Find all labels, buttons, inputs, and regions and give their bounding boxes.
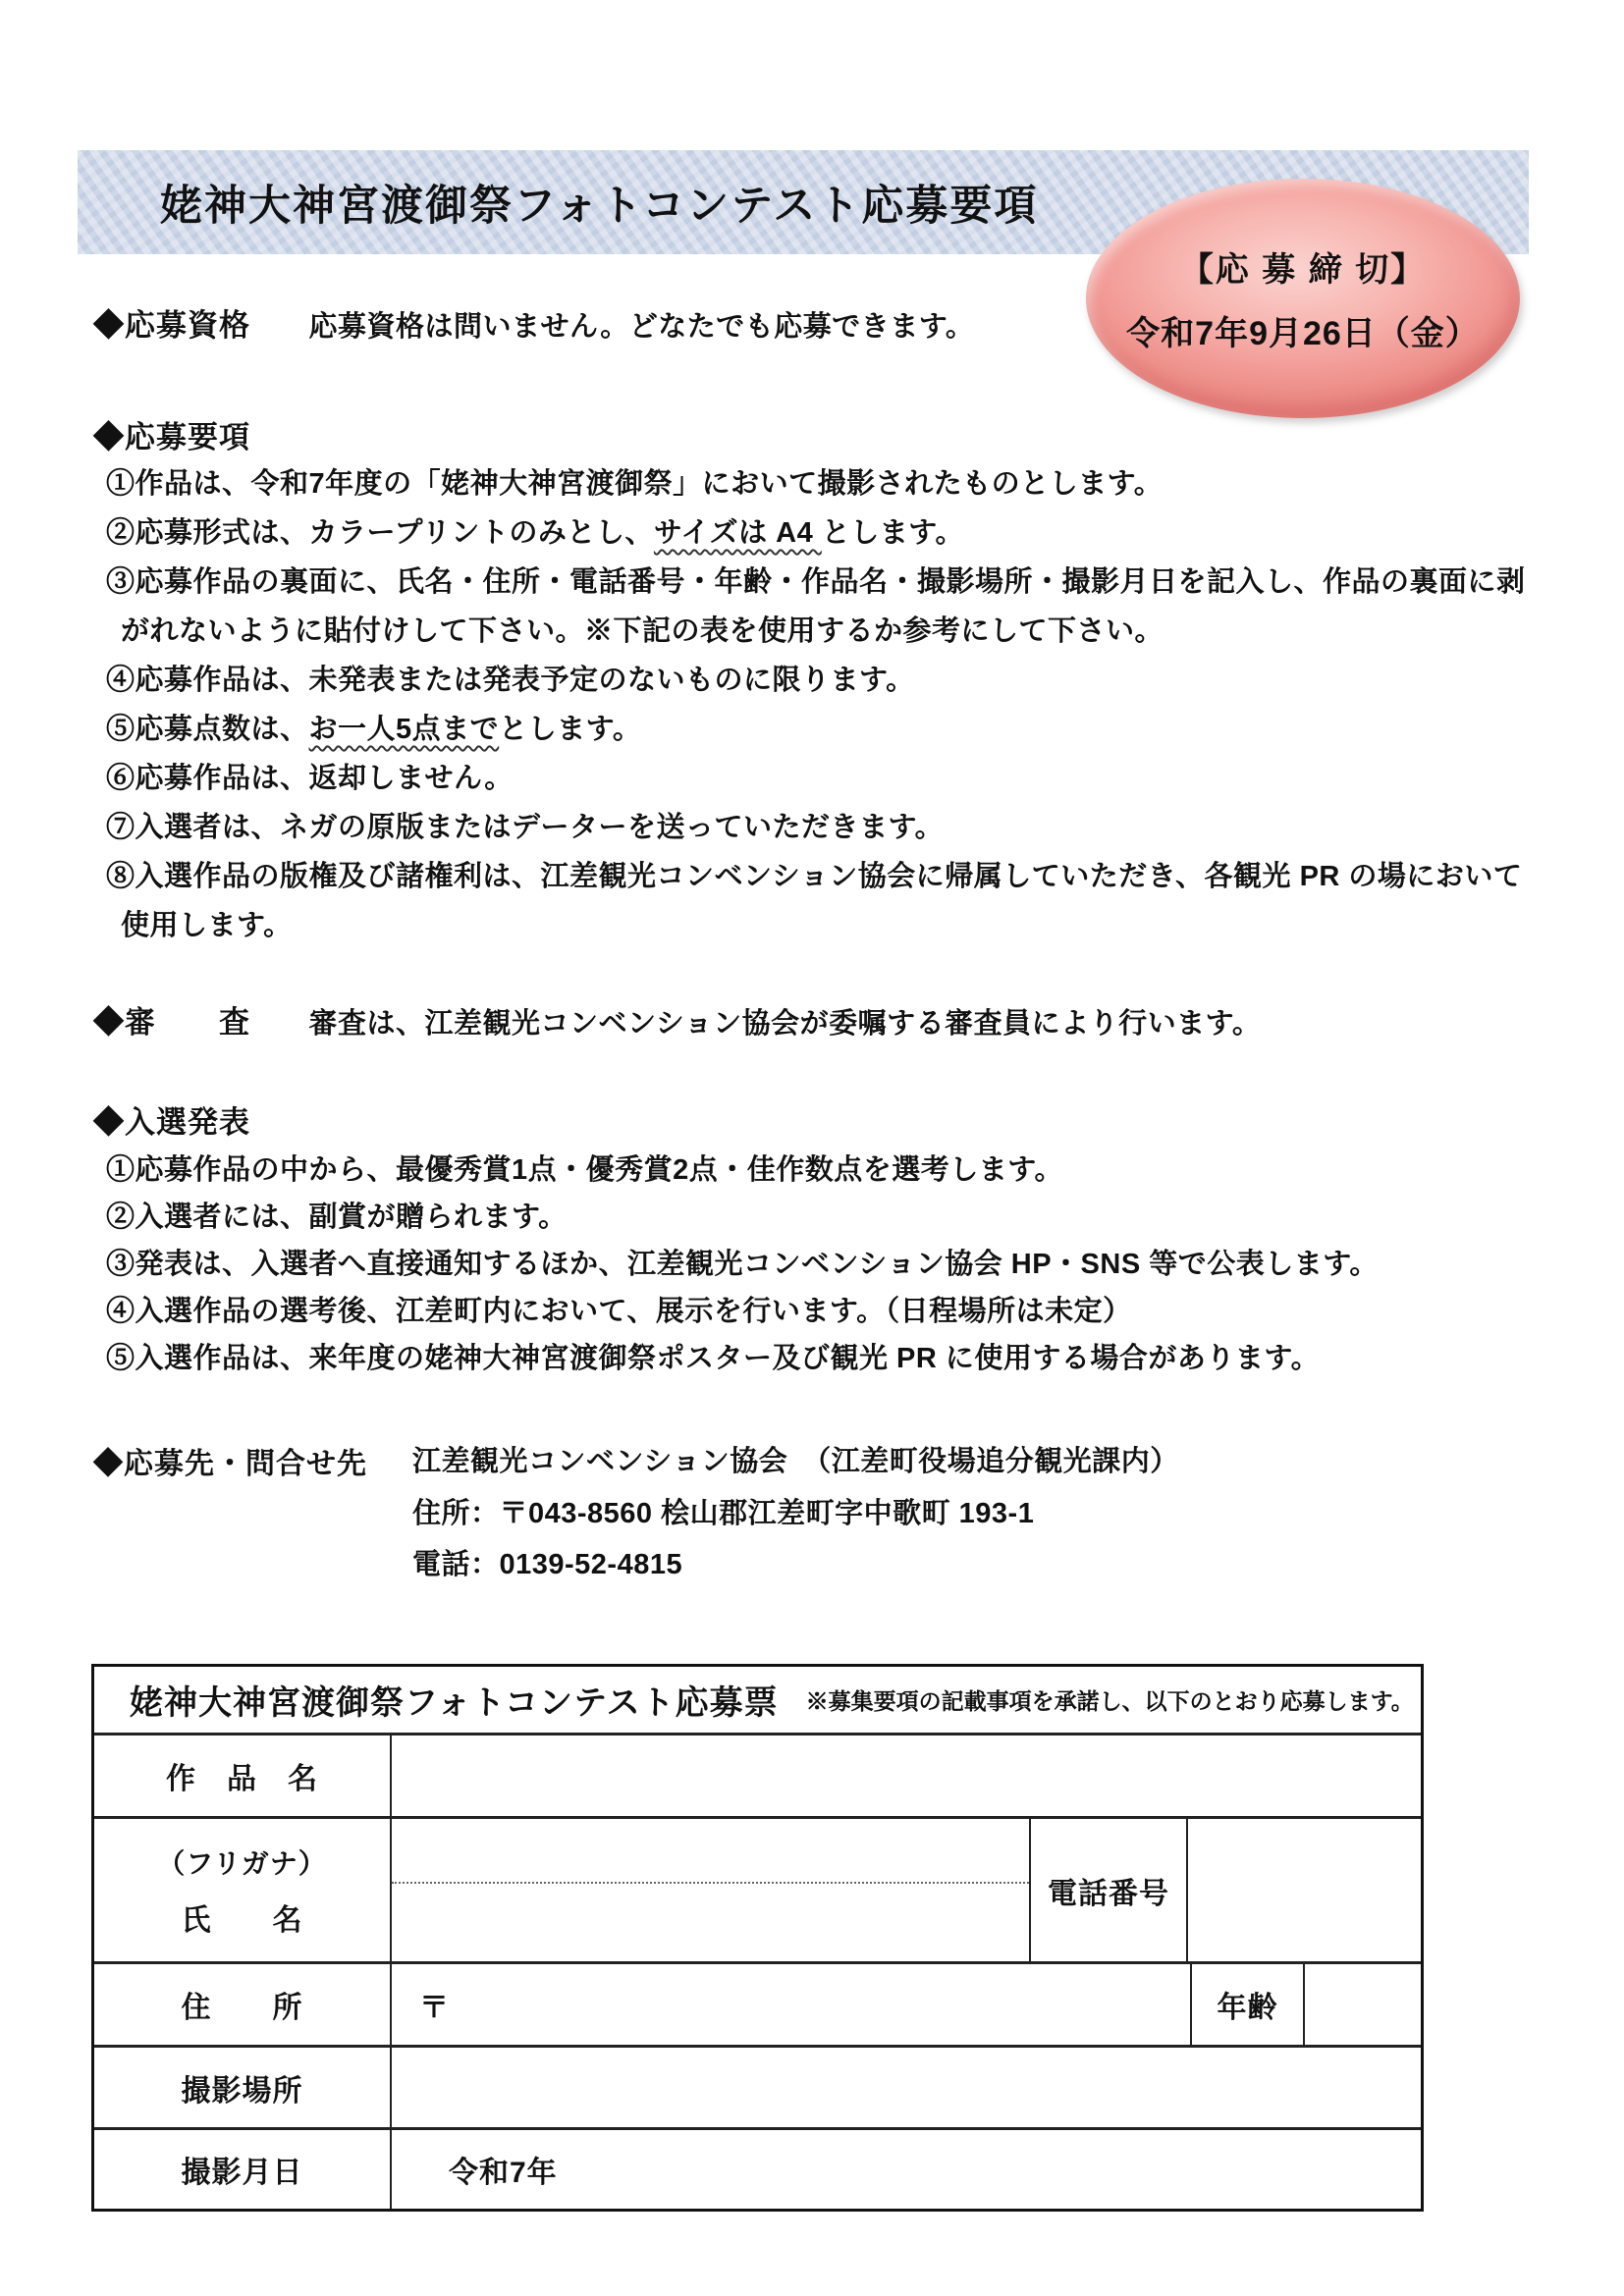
form-row-shoot-date [94, 2127, 1421, 2209]
section-qualification [93, 300, 974, 345]
list-item: ⑥応募作品は、返却しません。 [106, 763, 514, 794]
shoot-date-input[interactable] [392, 2130, 1421, 2209]
form-header-row [94, 1667, 1421, 1733]
work-title-label: 作 品 名 [94, 1735, 392, 1816]
form-row-name [94, 1816, 1421, 1961]
requirements-list [106, 459, 1544, 950]
name-input[interactable] [392, 1819, 1031, 1961]
form-row-work-title [94, 1733, 1421, 1816]
qualification-heading: ◆応募資格 [93, 308, 250, 343]
list-item [106, 705, 1544, 754]
announcement-list [106, 1147, 1544, 1382]
contact-phone: 電話：0139-52-4815 [412, 1549, 683, 1580]
item-text-wavy-underline: お一人5点まで [308, 714, 500, 745]
address-label: 住 所 [94, 1964, 392, 2045]
shoot-date-prefill: 令和7年 [449, 2157, 558, 2189]
name-label [94, 1819, 392, 1961]
list-item: ⑧入選作品の版権及び諸権利は、江差観光コンベンション協会に帰属していただき、各観光 PR の場において使用します。 [106, 861, 1523, 941]
deadline-label: 【応 募 締 切】 [1179, 251, 1427, 289]
contact-organization: 江差観光コンベンション協会 （江差町役場追分観光課内） [412, 1446, 1179, 1477]
list-item: ①応募作品の中から、最優秀賞1点・優秀賞2点・佳作数点を選考します。 [106, 1154, 1063, 1186]
contact-address: 住所：〒043-8560 桧山郡江差町字中歌町 193-1 [412, 1498, 1035, 1529]
qualification-text: 応募資格は問いません。どなたでも応募できます。 [308, 311, 975, 343]
list-item: ④応募作品は、未発表または発表予定のないものに限ります。 [106, 665, 915, 696]
document-title: 姥神大神宮渡御祭フォトコンテスト応募要項 [160, 182, 1039, 230]
section-examination [93, 997, 1261, 1041]
form-row-location [94, 2045, 1421, 2127]
examination-text: 審査は、江差観光コンベンション協会が委嘱する審査員により行います。 [308, 1008, 1262, 1040]
phone-label: 電話番号 [1031, 1819, 1188, 1961]
list-item: ⑤入選作品は、来年度の姥神大神宮渡御祭ポスター及び観光 PR に使用する場合があります。 [106, 1343, 1321, 1374]
item-text-wavy-underline: サイズは A4 [653, 517, 822, 549]
examination-heading: ◆審 査 [93, 1005, 250, 1040]
list-item: ③応募作品の裏面に、氏名・住所・電話番号・年齢・作品名・撮影場所・撮影月日を記入し、作品の裏面に剥がれないように貼付けして下さい。※下記の表を使用するか参考にして下さい。 [106, 566, 1526, 647]
work-title-input[interactable] [392, 1735, 1421, 1816]
deadline-date: 令和7年9月26日（金） [1126, 315, 1480, 352]
age-input[interactable] [1305, 1964, 1421, 2045]
list-item: ①作品は、令和7年度の「姥神大神宮渡御祭」において撮影されたものとします。 [106, 468, 1164, 500]
item-text: ②応募形式は、カラープリントのみとし、 [106, 517, 654, 549]
furigana-divider-line [392, 1882, 1029, 1884]
item-text: とします。 [821, 517, 964, 549]
list-item: ③発表は、入選者へ直接通知するほか、江差観光コンベンション協会 HP・SNS 等で公表します。 [106, 1249, 1379, 1280]
deadline-badge [1086, 179, 1520, 418]
postal-mark: 〒 [419, 1992, 449, 2024]
application-form-table [91, 1664, 1424, 2212]
contact-heading: ◆応募先・問合せ先 [93, 1448, 367, 1480]
form-consent-note: ※募集要項の記載事項を承諾し、以下のとおり応募します。 [805, 1688, 1414, 1714]
location-input[interactable] [392, 2048, 1421, 2127]
announcement-heading: ◆入選発表 [93, 1105, 250, 1140]
name-label-text: 氏 名 [181, 1903, 303, 1937]
shoot-date-label: 撮影月日 [94, 2130, 392, 2209]
location-label: 撮影場所 [94, 2048, 392, 2127]
list-item: ⑦入選者は、ネガの原版またはデーターを送っていただきます。 [106, 812, 945, 843]
list-item: ②入選者には、副賞が贈られます。 [106, 1201, 568, 1233]
form-title: 姥神大神宮渡御祭フォトコンテスト応募票 [130, 1684, 779, 1722]
form-row-address [94, 1961, 1421, 2045]
address-input[interactable] [392, 1964, 1192, 2045]
age-label: 年齢 [1192, 1964, 1305, 2045]
list-item: ④入選作品の選考後、江差町内において、展示を行います。（日程場所は未定） [106, 1296, 1132, 1327]
list-item [106, 508, 1544, 558]
phone-input[interactable] [1188, 1819, 1421, 1961]
item-text: ⑤応募点数は、 [106, 714, 309, 745]
requirements-heading: ◆応募要項 [93, 420, 250, 454]
furigana-label: （フリガナ） [157, 1847, 327, 1879]
item-text: とします。 [499, 714, 642, 745]
